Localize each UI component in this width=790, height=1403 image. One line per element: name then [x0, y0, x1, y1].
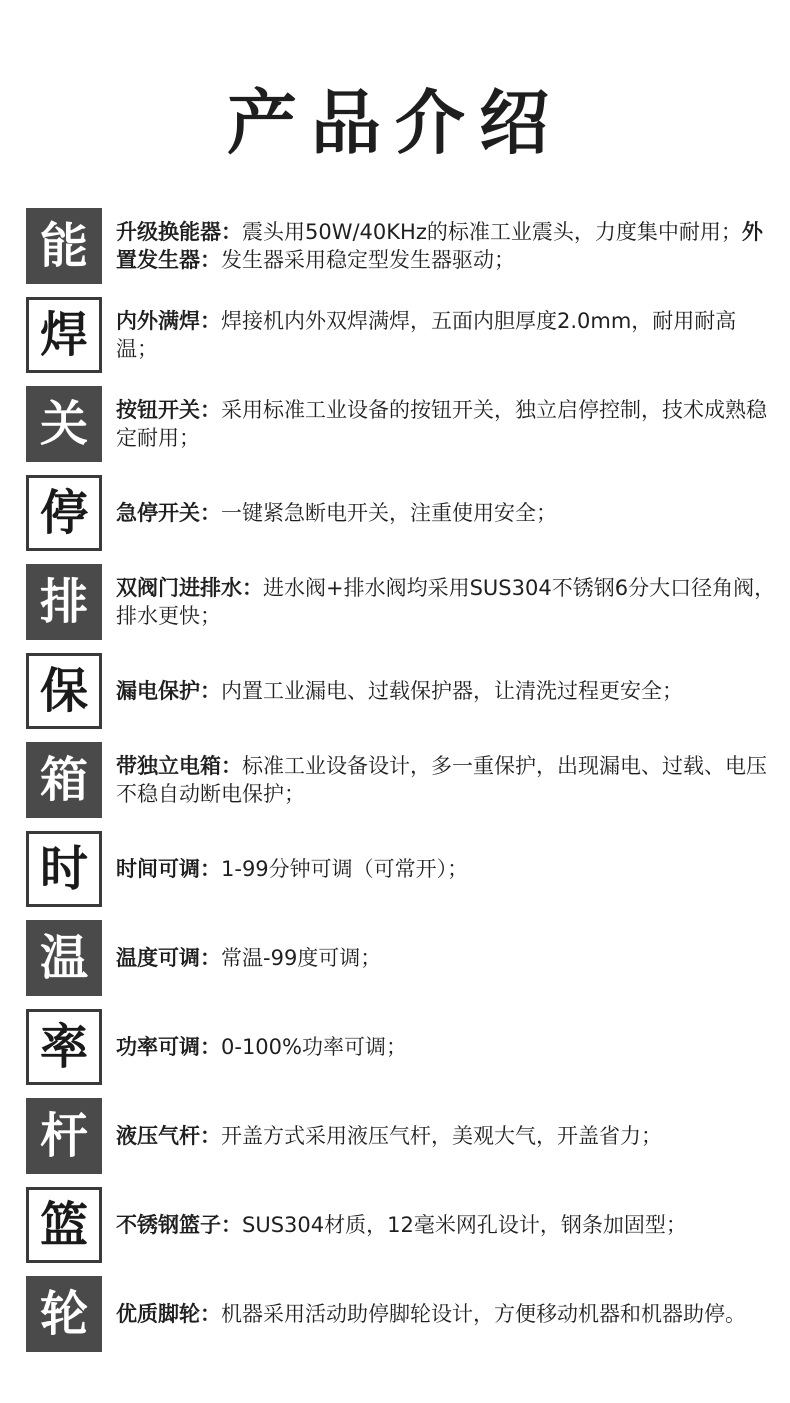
feature-row-basket: [26, 1187, 776, 1263]
feature-label: 不锈钢篮子：: [116, 1213, 242, 1237]
feature-text: [116, 742, 776, 818]
feature-text: [116, 920, 776, 996]
feature-label: 时间可调：: [116, 857, 221, 881]
feature-desc: 内置工业漏电、过载保护器，让清洗过程更安全；: [221, 679, 683, 703]
feature-desc: 进水阀+排水阀均采用SUS304不锈钢6分大口径角阀，排水更快；: [116, 576, 776, 628]
feature-desc: 1-99分钟可调（可常开）；: [221, 857, 469, 881]
feature-label: 急停开关：: [116, 501, 221, 525]
feature-row-time: [26, 831, 776, 907]
feature-row-electric-box: [26, 742, 776, 818]
feature-label: 带独立电箱：: [116, 754, 242, 778]
feature-icon-stop: 停: [26, 475, 102, 551]
feature-label: 漏电保护：: [116, 679, 221, 703]
feature-label: 内外满焊：: [116, 309, 221, 333]
feature-text: [116, 475, 776, 551]
feature-label: 温度可调：: [116, 946, 221, 970]
feature-icon-strut: 杆: [26, 1098, 102, 1174]
feature-text: [116, 1276, 776, 1352]
feature-desc: 震头用50W/40KHz的标准工业震头，力度集中耐用；: [242, 220, 742, 244]
feature-row-temperature: [26, 920, 776, 996]
feature-label: 升级换能器：: [116, 220, 242, 244]
feature-text: [116, 208, 776, 284]
feature-text: [116, 297, 776, 373]
feature-row-leakage-protection: [26, 653, 776, 729]
feature-icon-time: 时: [26, 831, 102, 907]
feature-text: [116, 564, 776, 640]
feature-desc: 采用标准工业设备的按钮开关，独立启停控制，技术成熟稳定耐用；: [116, 398, 767, 450]
feature-icon-basket: 篮: [26, 1187, 102, 1263]
feature-desc: 机器采用活动助停脚轮设计，方便移动机器和机器助停。: [221, 1302, 746, 1326]
feature-text: [116, 831, 776, 907]
feature-icon-box: 箱: [26, 742, 102, 818]
feature-desc: 标准工业设备设计，多一重保护，出现漏电、过载、电压不稳自动断电保护；: [116, 754, 767, 806]
feature-row-emergency-stop: [26, 475, 776, 551]
feature-icon-wheel: 轮: [26, 1276, 102, 1352]
feature-text: [116, 1187, 776, 1263]
feature-desc: 开盖方式采用液压气杆，美观大气，开盖省力；: [221, 1124, 662, 1148]
feature-desc: SUS304材质，12毫米网孔设计，钢条加固型；: [242, 1213, 687, 1237]
feature-text: [116, 1098, 776, 1174]
feature-row-power: [26, 1009, 776, 1085]
feature-icon-transducer: 能: [26, 208, 102, 284]
feature-icon-welding: 焊: [26, 297, 102, 373]
feature-text: [116, 1009, 776, 1085]
feature-icon-temperature: 温: [26, 920, 102, 996]
feature-label: 功率可调：: [116, 1035, 221, 1059]
feature-desc: 0-100%功率可调；: [221, 1035, 407, 1059]
page-title: 产品介绍: [227, 82, 563, 164]
feature-icon-switch: 关: [26, 386, 102, 462]
feature-desc: 焊接机内外双焊满焊，五面内胆厚度2.0mm，耐用耐高温；: [116, 309, 737, 361]
feature-row-welding: [26, 297, 776, 373]
feature-desc-generator: 发生器采用稳定型发生器驱动；: [221, 248, 515, 272]
feature-label: 按钮开关：: [116, 398, 221, 422]
feature-row-transducer: [26, 208, 776, 284]
feature-text: [116, 653, 776, 729]
feature-row-gas-strut: [26, 1098, 776, 1174]
feature-desc: 一键紧急断电开关，注重使用安全；: [221, 501, 557, 525]
feature-label: 优质脚轮：: [116, 1302, 221, 1326]
feature-row-valves: [26, 564, 776, 640]
feature-icon-protect: 保: [26, 653, 102, 729]
feature-label-generator: 外置发生器：: [116, 220, 763, 272]
feature-label: 液压气杆：: [116, 1124, 221, 1148]
feature-text: [116, 386, 776, 462]
feature-row-casters: [26, 1276, 776, 1352]
feature-icon-drain: 排: [26, 564, 102, 640]
feature-row-button-switch: [26, 386, 776, 462]
feature-label: 双阀门进排水：: [116, 576, 263, 600]
feature-desc: 常温-99度可调；: [221, 946, 382, 970]
feature-icon-power: 率: [26, 1009, 102, 1085]
